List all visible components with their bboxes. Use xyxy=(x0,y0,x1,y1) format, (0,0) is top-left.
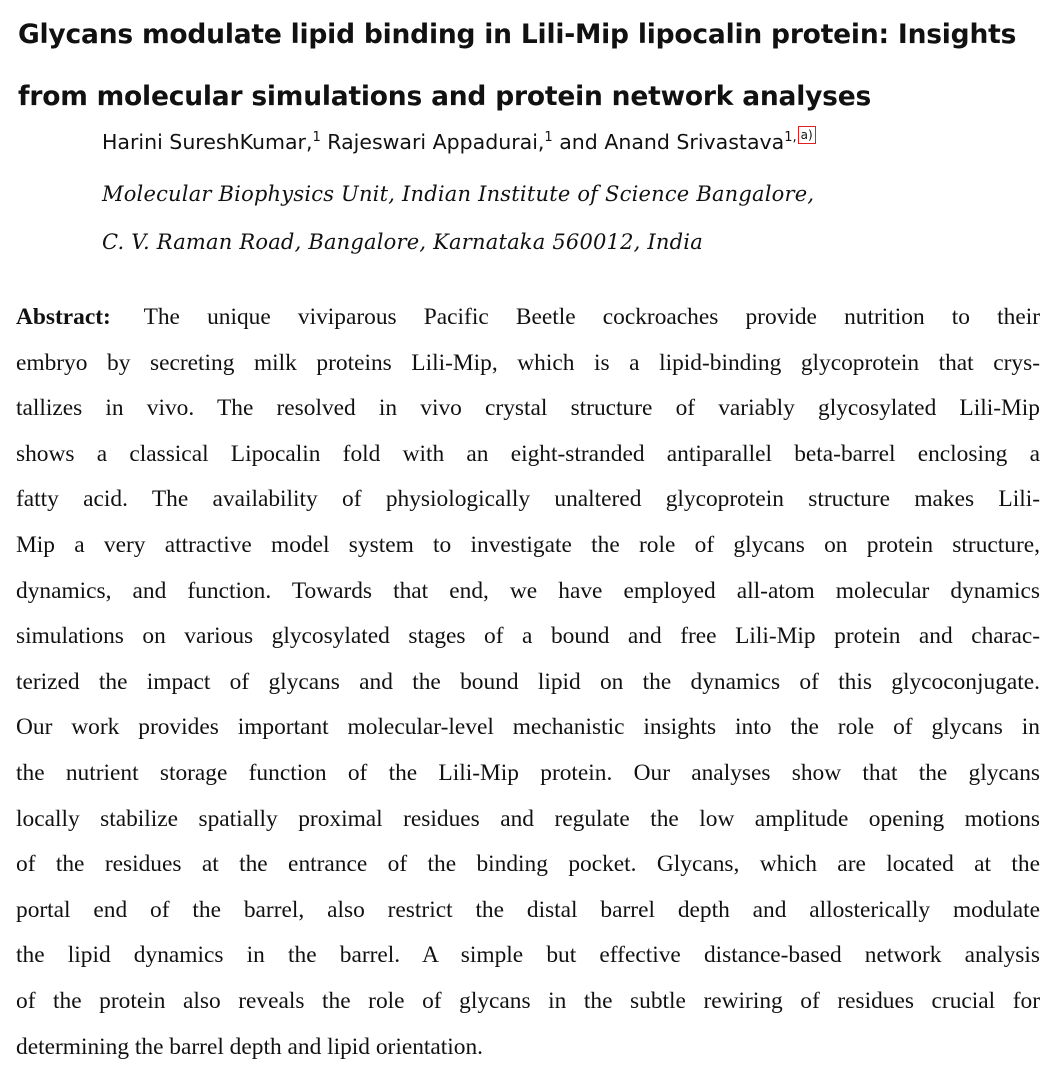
paper-title xyxy=(18,4,1048,128)
affiliation-line-2: C. V. Raman Road, Bangalore, Karnataka 560012, India xyxy=(102,218,1002,266)
footnote-link[interactable]: a) xyxy=(798,126,816,144)
abstract-line: of the protein also reveals the role of glycans in the subtle rewiring of residues crucial for xyxy=(16,979,1040,1025)
abstract-line: dynamics, and function. Towards that end, we have employed all-atom molecular dynamics xyxy=(16,569,1040,615)
abstract-line: fatty acid. The availability of physiologically unaltered glycoprotein structure makes Lili- xyxy=(16,477,1040,523)
abstract-line: Mip a very attractive model system to investigate the role of glycans on protein structure, xyxy=(16,523,1040,569)
author-affiliation-mark: 1, xyxy=(784,130,796,145)
title-line-1: Glycans modulate lipid binding in Lili-Mip lipocalin protein: Insights xyxy=(18,4,1048,66)
abstract-line: simulations on various glycosylated stages of a bound and free Lili-Mip protein and charac- xyxy=(16,614,1040,660)
abstract-line: embryo by secreting milk proteins Lili-Mip, which is a lipid-binding glycoprotein that crys- xyxy=(16,341,1040,387)
abstract-line: locally stabilize spatially proximal residues and regulate the low amplitude opening motions xyxy=(16,797,1040,843)
abstract-line: Our work provides important molecular-level mechanistic insights into the role of glycans in xyxy=(16,705,1040,751)
abstract-line: shows a classical Lipocalin fold with an eight-stranded antiparallel beta-barrel enclosing a xyxy=(16,432,1040,478)
abstract-line: the lipid dynamics in the barrel. A simple but effective distance-based network analysis xyxy=(16,933,1040,979)
author-affiliation-mark: 1 xyxy=(544,130,552,145)
abstract-line: the nutrient storage function of the Lili-Mip protein. Our analyses show that the glycans xyxy=(16,751,1040,797)
abstract-line: determining the barrel depth and lipid orientation. xyxy=(16,1025,1040,1070)
abstract-line: of the residues at the entrance of the binding pocket. Glycans, which are located at the xyxy=(16,842,1040,888)
title-line-2: from molecular simulations and protein network analyses xyxy=(18,66,1048,128)
abstract-line: tallizes in vivo. The resolved in vivo crystal structure of variably glycosylated Lili-Mip xyxy=(16,386,1040,432)
affiliation-line-1: Molecular Biophysics Unit, Indian Institute of Science Bangalore, xyxy=(102,170,1002,218)
author-affiliation-mark: 1 xyxy=(312,130,320,145)
abstract xyxy=(16,295,1040,1070)
author-name: Harini SureshKumar, xyxy=(102,130,312,154)
abstract-line: portal end of the barrel, also restrict the distal barrel depth and allosterically modulate xyxy=(16,888,1040,934)
abstract-label: Abstract: xyxy=(16,304,111,330)
author-list xyxy=(102,122,1002,162)
abstract-line: Abstract: The unique viviparous Pacific Beetle cockroaches provide nutrition to their xyxy=(16,295,1040,341)
author-name: Rajeswari Appadurai, xyxy=(327,130,544,154)
affiliation xyxy=(102,170,1002,266)
abstract-line: terized the impact of glycans and the bound lipid on the dynamics of this glycoconjugate. xyxy=(16,660,1040,706)
author-name: and Anand Srivastava xyxy=(559,130,784,154)
